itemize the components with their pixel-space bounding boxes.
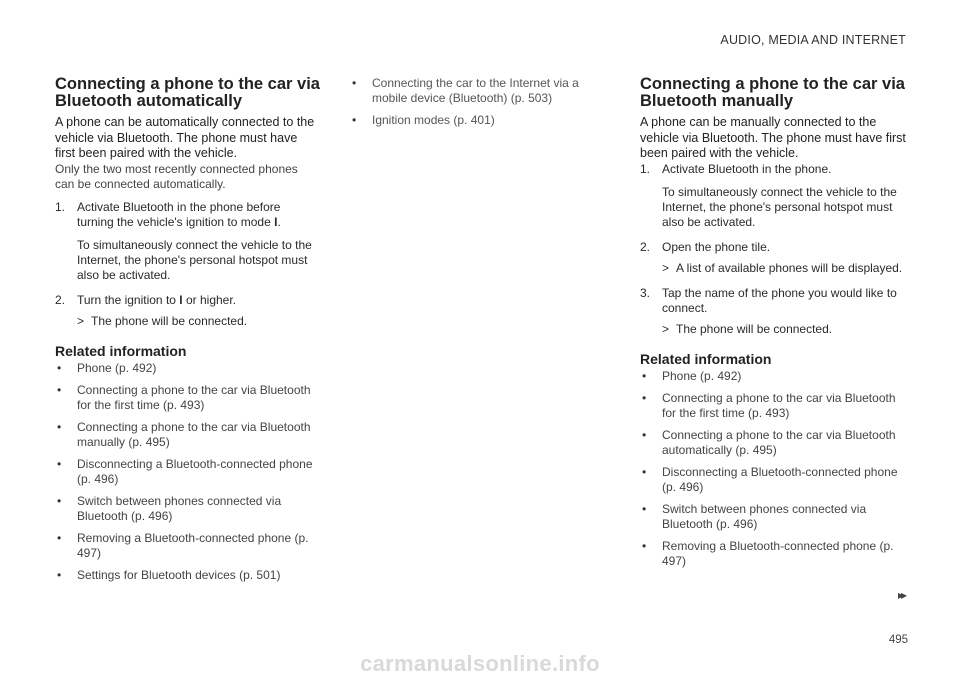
step-text: Tap the name of the phone you would like to connect. (662, 285, 897, 315)
step-item (640, 240, 908, 276)
step-item (640, 286, 908, 337)
related-info-list (55, 361, 320, 583)
step-number: 2. (640, 239, 651, 254)
page-number: 495 (888, 634, 908, 646)
auto-connect-note: Only the two most recently connected phones can be connected automatically. (55, 161, 298, 191)
related-link[interactable]: • Phone (p. 492) (642, 368, 742, 383)
related-link[interactable]: • Connecting the car to the Internet via a mobile device (Bluetooth) (p. 503) (352, 76, 579, 105)
result-arrow-icon: > (662, 260, 670, 275)
bullet-icon: • (642, 427, 647, 442)
step-text: Activate Bluetooth in the phone before turning the vehicle's ignition to mode (77, 199, 281, 229)
ignition-mode: I (179, 292, 183, 307)
step-item (55, 200, 320, 283)
step-number: 3. (640, 285, 651, 300)
step-result: > The phone will be connected. (77, 313, 248, 328)
continue-arrows-icon: ▸▸ (897, 588, 904, 602)
related-link[interactable]: • Switch between phones connected via Bluetooth (p. 496) (57, 493, 282, 523)
related-info-list-continued (350, 76, 590, 128)
related-info-continued (350, 76, 590, 135)
related-link[interactable]: • Settings for Bluetooth devices (p. 501) (57, 567, 281, 582)
related-link[interactable]: • Removing a Bluetooth-connected phone (p. 497) (642, 538, 894, 568)
related-info-heading: Related information (640, 350, 772, 367)
related-link[interactable]: • Connecting a phone to the car via Bluetooth for the first time (p. 493) (57, 382, 311, 412)
step-text-end: . (277, 214, 281, 229)
watermark: carmanualsonline.info (360, 651, 600, 676)
step-item (640, 162, 908, 230)
manual-connect-lead: A phone can be manually connected to the vehicle via Bluetooth. The phone must have first been paired with the vehicle. (640, 115, 906, 160)
related-link[interactable]: • Disconnecting a Bluetooth-connected phone (p. 496) (57, 456, 313, 486)
step-result: > A list of available phones will be displayed. (662, 260, 903, 275)
bullet-icon: • (642, 538, 647, 553)
step-subtext: To simultaneously connect the vehicle to the Internet, the phone's personal hotspot must also be activated. (662, 184, 897, 229)
step-text: Turn the ignition to (77, 292, 176, 307)
bullet-icon: • (57, 382, 62, 397)
result-arrow-icon: > (77, 313, 85, 328)
related-info-list (640, 369, 908, 569)
step-text: Activate Bluetooth in the phone. (662, 161, 832, 176)
related-link[interactable]: • Switch between phones connected via Bluetooth (p. 496) (642, 501, 867, 531)
related-link[interactable]: • Connecting a phone to the car via Bluetooth manually (p. 495) (57, 419, 311, 449)
step-number: 1. (55, 199, 66, 214)
step-item (55, 293, 320, 329)
ignition-mode: I (274, 214, 278, 229)
related-link[interactable]: • Disconnecting a Bluetooth-connected phone (p. 496) (642, 464, 898, 494)
step-text-end: or higher. (182, 292, 237, 307)
auto-connect-title: Connecting a phone to the car via Bluetooth automatically (55, 75, 320, 110)
section-header: AUDIO, MEDIA AND INTERNET (720, 33, 906, 47)
related-link[interactable]: • Connecting a phone to the car via Bluetooth automatically (p. 495) (642, 427, 896, 457)
manual-connect-steps (640, 162, 908, 337)
bullet-icon: • (642, 464, 647, 479)
related-link[interactable]: • Removing a Bluetooth-connected phone (p. 497) (57, 530, 309, 560)
step-number: 2. (55, 292, 66, 307)
bullet-icon: • (352, 113, 357, 127)
bullet-icon: • (57, 456, 62, 471)
bullet-icon: • (57, 419, 62, 434)
step-number: 1. (640, 161, 651, 176)
bullet-icon: • (57, 493, 62, 508)
related-link[interactable]: • Ignition modes (p. 401) (352, 113, 495, 127)
bullet-icon: • (57, 567, 62, 582)
step-text: Open the phone tile. (662, 239, 771, 254)
auto-connect-lead: A phone can be automatically connected to the vehicle via Bluetooth. The phone must have first been paired with the vehicle. (55, 115, 315, 160)
auto-connect-steps (55, 200, 320, 329)
bullet-icon: • (352, 76, 357, 90)
related-link[interactable]: • Phone (p. 492) (57, 360, 157, 375)
result-arrow-icon: > (662, 321, 670, 336)
manual-connect-section (640, 76, 908, 576)
bullet-icon: • (57, 530, 62, 545)
bullet-icon: • (642, 390, 647, 405)
auto-connect-section (55, 76, 320, 590)
bullet-icon: • (642, 368, 647, 383)
related-link[interactable]: • Connecting a phone to the car via Bluetooth for the first time (p. 493) (642, 390, 896, 420)
manual-connect-title: Connecting a phone to the car via Bluetooth manually (640, 75, 905, 110)
bullet-icon: • (57, 360, 62, 375)
related-info-heading: Related information (55, 342, 187, 359)
step-subtext: To simultaneously connect the vehicle to the Internet, the phone's personal hotspot must also be activated. (77, 237, 312, 282)
bullet-icon: • (642, 501, 647, 516)
step-result: > The phone will be connected. (662, 321, 833, 336)
